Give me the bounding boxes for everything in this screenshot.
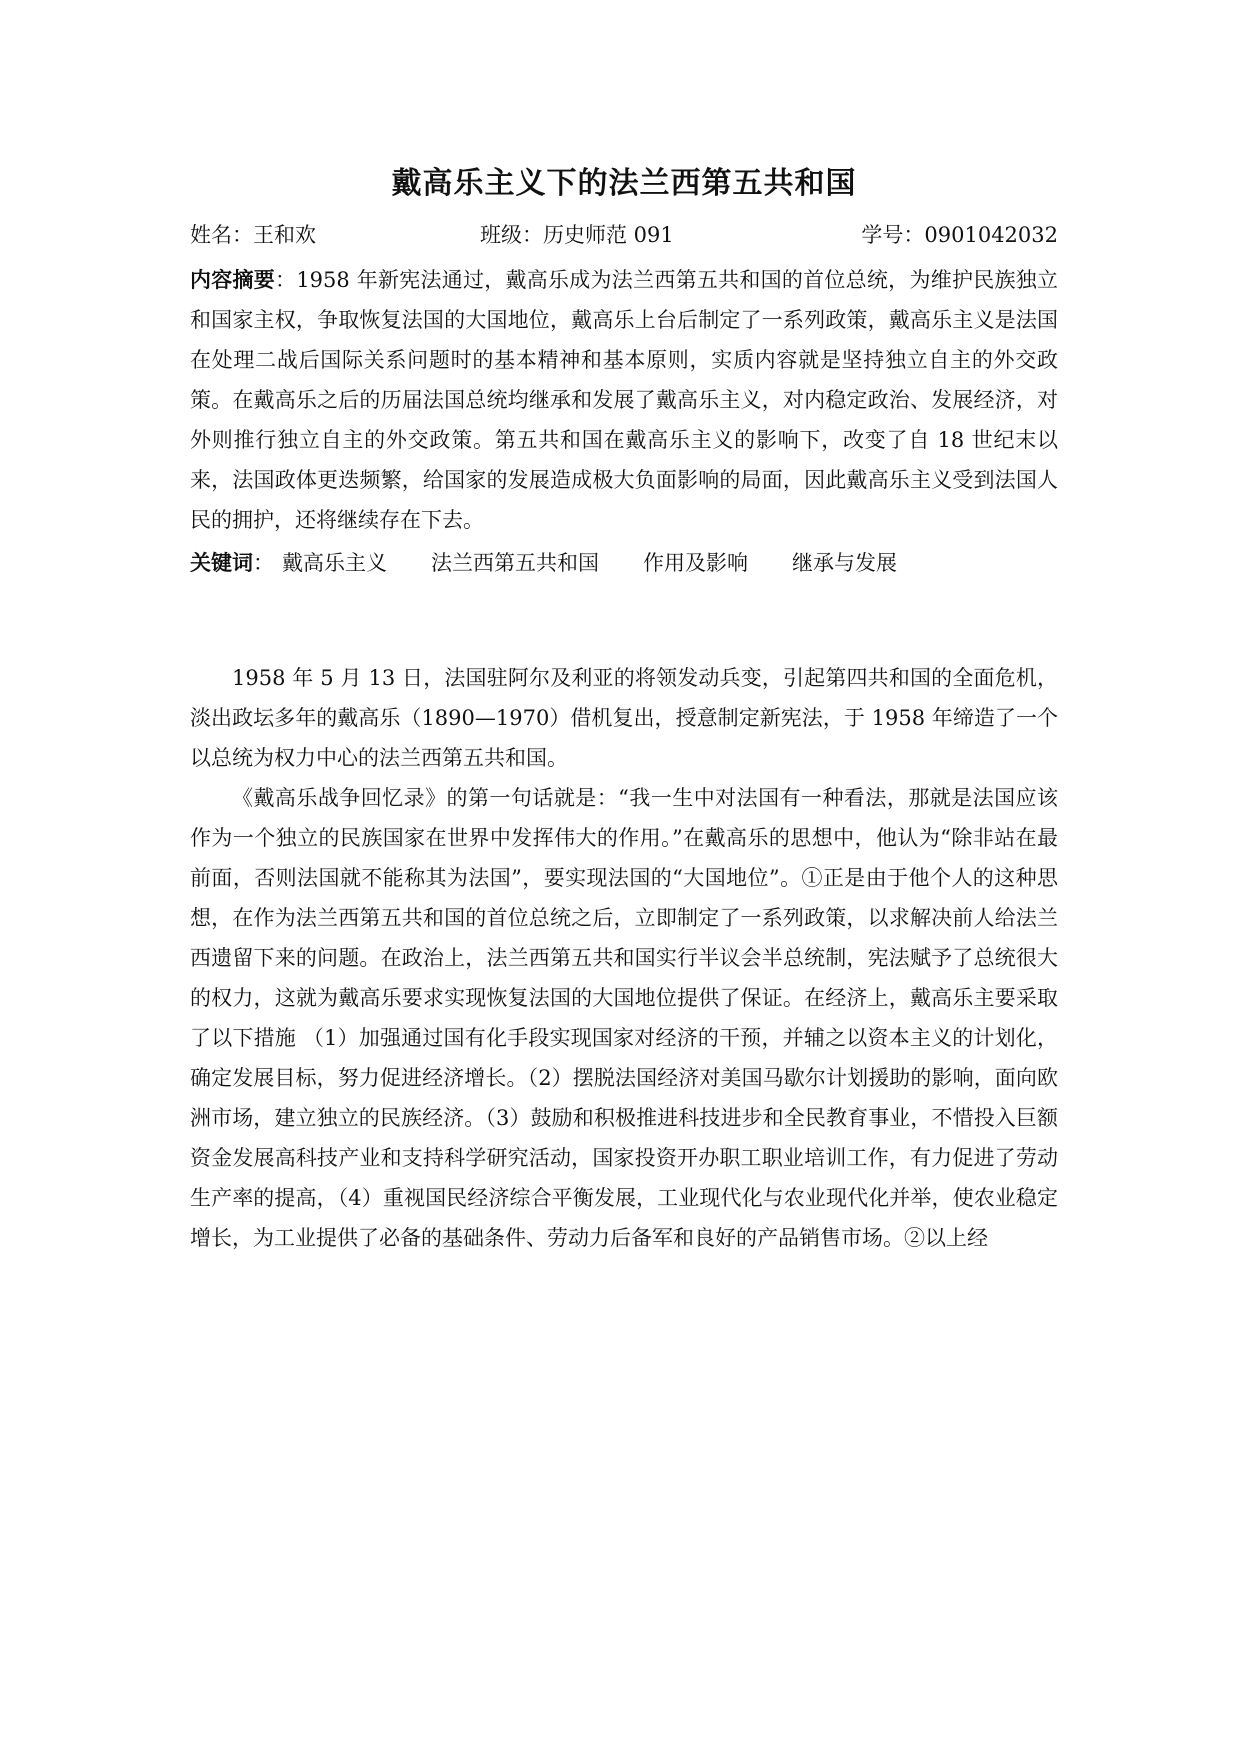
keywords-separator: ：: [253, 551, 274, 575]
body-paragraph: 《戴高乐战争回忆录》的第一句话就是：“我一生中对法国有一种看法，那就是法国应该作为一个独立的民族国家在世界中发挥伟大的作用。”在戴高乐的思想中，他认为“除非站在最前面，否则法国就不能称其为法国”，要实现法国的“大国地位”。①正是由于他个人的这种思想，在作为法兰西第五共和国的首位总统之后，立即制定了一系列政策，以求解决前人给法兰西遗留下来的问题。在政治上，法兰西第五共和国实行半议会半总统制，宪法赋予了总统很大的权力，这就为戴高乐要求实现恢复法国的大国地位提供了保证。在经济上，戴高乐主要采取了以下措施 （1）加强通过国有化手段实现国家对经济的干预，并辅之以资本主义的计划化，确定发展目标，努力促进经济增长。（2）摆脱法国经济对美国马歇尔计划援助的影响，面向欧洲市场，建立独立的民族经济。（3）鼓励和积极推进科技进步和全民教育事业，不惜投入巨额资金发展高科技产业和支持科学研究活动，国家投资开办职工职业培训工作，有力促进了劳动生产率的提高，（4）重视国民经济综合平衡发展，工业现代化与农业现代化并举，使农业稳定增长，为工业提供了必备的基础条件、劳动力后备军和良好的产品销售市场。②以上经: [190, 786, 1058, 1250]
abstract-text: 1958 年新宪法通过，戴高乐成为法兰西第五共和国的首位总统，为维护民族独立和国家主权，争取恢复法国的大国地位，戴高乐上台后制定了一系列政策，戴高乐主义是法国在处理二战后国际关系问题时的基本精神和基本原则，实质内容就是坚持独立自主的外交政策。在戴高乐之后的历届法国总统均继承和发展了戴高乐主义，对内稳定政治、发展经济，对外则推行独立自主的外交政策。第五共和国在戴高乐主义的影响下，改变了自 18 世纪末以来，法国政体更迭频繁，给国家的发展造成极大负面影响的局面，因此戴高乐主义受到法国人民的拥护，还将继续存在下去。: [190, 268, 1059, 532]
document-content: [190, 160, 1058, 1258]
author-name: 姓名：王和欢: [190, 223, 316, 247]
author-info-row: [190, 210, 1058, 260]
document-title: 戴高乐主义下的法兰西第五共和国: [391, 166, 857, 201]
body-paragraph: 1958 年 5 月 13 日，法国驻阿尔及利亚的将领发动兵变，引起第四共和国的全面危机，淡出政坛多年的戴高乐（1890—1970）借机复出，授意制定新宪法，于 1958 年缔造了一个以总统为权力中心的法兰西第五共和国。: [190, 666, 1058, 770]
keyword-item: 继承与发展: [792, 551, 897, 575]
abstract-separator: ：: [275, 268, 297, 292]
abstract: [190, 260, 1058, 540]
keyword-item: 作用及影响: [643, 551, 748, 575]
abstract-label: 内容摘要: [190, 268, 276, 292]
keyword-item: 法兰西第五共和国: [431, 551, 599, 575]
keywords-label: 关键词: [190, 551, 253, 575]
keywords-row: [190, 542, 1058, 584]
keyword-item: 戴高乐主义: [282, 551, 387, 575]
student-id: 学号：0901042032: [861, 223, 1058, 247]
section-spacer: [190, 584, 1058, 658]
author-class: 班级：历史师范 091: [480, 223, 674, 247]
